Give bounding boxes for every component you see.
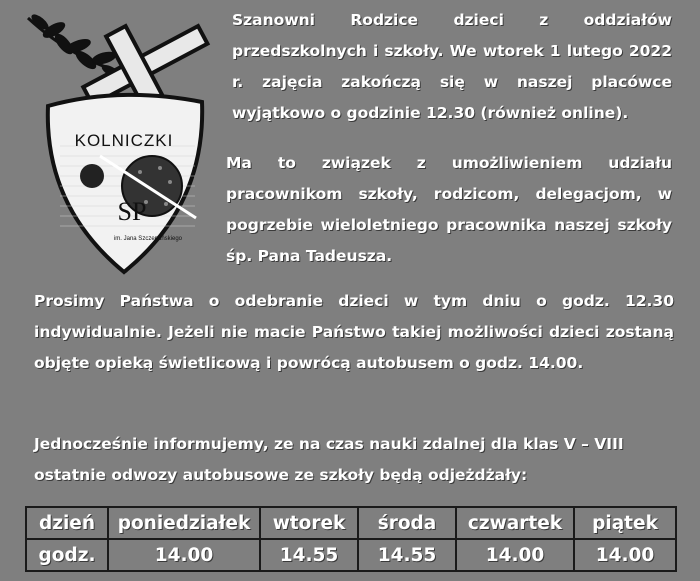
school-logo	[20, 6, 220, 276]
table-cell: 14.55	[358, 539, 456, 571]
paragraph-bus-info: Jednocześnie informujemy, ze na czas nauki zdalnej dla klas V – VIII ostatnie odwozy autobusowe ze szkoły będą odjeżdżały:	[34, 435, 624, 484]
svg-text:KOLNICZKI: KOLNICZKI	[74, 131, 174, 150]
paragraph-reason: Ma to związek z umożliwieniem udziału pracownikom szkoły, rodzicom, delegacjom, w pogrzebie wieloletniego pracownika naszej szkoły śp. Pana Tadeusza.	[226, 154, 672, 265]
table-cell: dzień	[26, 507, 108, 539]
table-row-header	[26, 507, 676, 539]
paragraph-announcement: Szanowni Rodzice dzieci z oddziałów przedszkolnych i szkoły. We wtorek 1 lutego 2022 r. zajęcia zakończą się w naszej placówce wyjątkowo o godzinie 12.30 (również online).	[232, 11, 672, 122]
table-cell: piątek	[574, 507, 676, 539]
table-cell: 14.00	[574, 539, 676, 571]
svg-text:im. Jana Szczepańskiego: im. Jana Szczepańskiego	[113, 236, 183, 242]
table-cell: godz.	[26, 539, 108, 571]
table-cell: 14.00	[108, 539, 260, 571]
table-cell: 14.55	[260, 539, 358, 571]
table-cell: 14.00	[456, 539, 574, 571]
table-cell: wtorek	[260, 507, 358, 539]
table-cell: poniedziałek	[108, 507, 260, 539]
table-cell: środa	[358, 507, 456, 539]
svg-text:SP: SP	[117, 197, 147, 226]
table-cell: czwartek	[456, 507, 574, 539]
bus-schedule-table	[25, 506, 677, 572]
table-row	[26, 539, 676, 571]
paragraph-pickup-request: Prosimy Państwa o odebranie dzieci w tym dniu o godz. 12.30 indywidualnie. Jeżeli nie macie Państwo takiej możliwości dzieci zostaną objęte opieką świetlicową i powrócą autobusem o godz. 14.00.	[34, 292, 674, 372]
